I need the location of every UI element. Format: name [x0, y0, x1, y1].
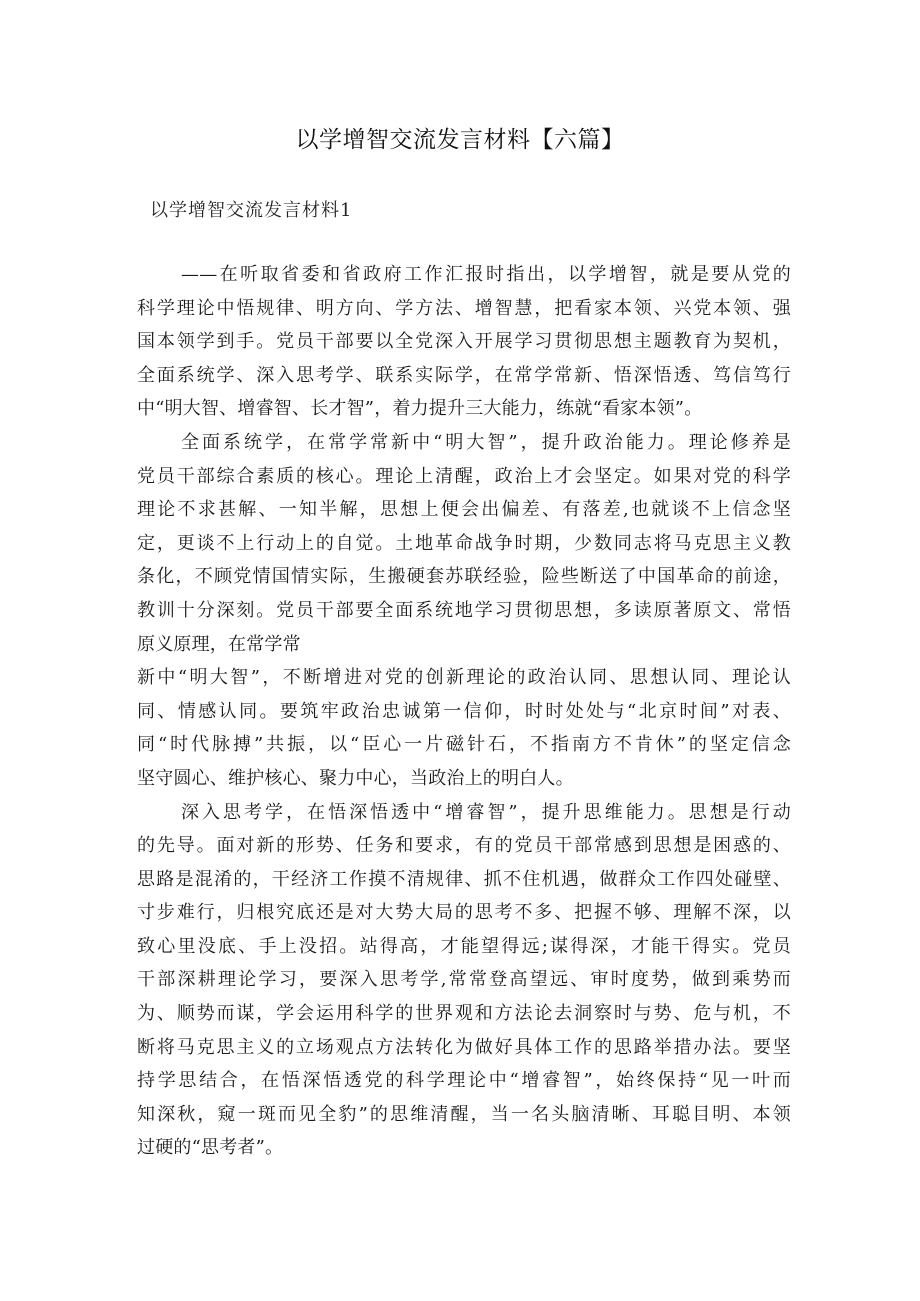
text-line: 深入思考学，在悟深悟透中“增睿智”，提升思维能力。思想是行动 — [181, 801, 791, 823]
text-line: 坚守圆心、维护核心、聚力中心，当政治上的明白人。 — [137, 767, 574, 789]
text-line: 科学理论中悟规律、明方向、学方法、增智慧，把看家本领、兴党本领、强 — [137, 297, 791, 319]
text-line: 干部深耕理论学习，要深入思考学,常常登高望远、审时度势，做到乘势而 — [137, 969, 791, 991]
body-text — [137, 258, 791, 1165]
text-line: 党员干部综合素质的核心。理论上清醒，政治上才会坚定。如果对党的科学 — [137, 465, 791, 487]
text-line: 定，更谈不上行动上的自觉。土地革命战争时期，少数同志将马克思主义教 — [137, 532, 791, 554]
text-line: 新中“明大智”，不断增进对党的创新理论的政治认同、思想认同、理论认 — [137, 667, 791, 689]
text-line: ——在听取省委和省政府工作汇报时指出，以学增智，就是要从党的 — [181, 264, 791, 285]
text-line: 同“时代脉搏”共振，以“臣心一片磁针石，不指南方不肯休”的坚定信念 — [137, 734, 791, 756]
text-line: 全面系统学，在常学常新中“明大智”，提升政治能力。理论修养是 — [181, 431, 791, 453]
text-line: 持学思结合，在悟深悟透党的科学理论中“增睿智”，始终保持“见一叶而 — [137, 1070, 791, 1092]
document-title: 以学增智交流发言材料【六篇】 — [295, 127, 625, 153]
text-line: 全面系统学、深入思考学、联系实际学，在常学常新、悟深悟透、笃信笃行 — [137, 364, 791, 386]
text-line: 教训十分深刻。党员干部要全面系统地学习贯彻思想，多读原著原文、常悟 — [137, 599, 791, 621]
text-line: 理论不求甚解、一知半解，思想上便会出偏差、有落差,也就谈不上信念坚 — [137, 499, 791, 521]
text-line: 条化，不顾党情国情实际，生搬硬套苏联经验，险些断送了中国革命的前途， — [137, 566, 791, 588]
text-line: 的先导。面对新的形势、任务和要求，有的党员干部常感到思想是困惑的、 — [137, 835, 791, 857]
text-line: 断将马克思主义的立场观点方法转化为做好具体工作的思路举措办法。要坚 — [137, 1036, 791, 1058]
text-line: 国本领学到手。党员干部要以全党深入开展学习贯彻思想主题教育为契机， — [137, 331, 791, 353]
text-line: 为、顺势而谋，学会运用科学的世界观和方法论去洞察时与势、危与机，不 — [137, 1003, 791, 1025]
text-line: 寸步难行，归根究底还是对大势大局的思考不多、把握不够、理解不深，以 — [137, 902, 791, 924]
section-title: 以学增智交流发言材料1 — [150, 200, 353, 221]
text-line: 过硬的“思考者”。 — [137, 1137, 284, 1159]
text-line: 原义原理，在常学常 — [137, 633, 301, 655]
text-line: 思路是混淆的，干经济工作摸不清规律、抓不住机遇，做群众工作四处碰壁、 — [137, 868, 791, 890]
text-line: 致心里没底、手上没招。站得高，才能望得远;谋得深，才能干得实。党员 — [137, 935, 791, 957]
text-line: 知深秋，窥一斑而见全豹”的思维清醒，当一名头脑清晰、耳聪目明、本领 — [137, 1103, 791, 1125]
text-line: 同、情感认同。要筑牢政治忠诚第一信仰，时时处处与“北京时间”对表、 — [137, 700, 791, 722]
text-line: 中“明大智、增睿智、长才智”，着力提升三大能力，练就“看家本领”。 — [137, 398, 703, 420]
